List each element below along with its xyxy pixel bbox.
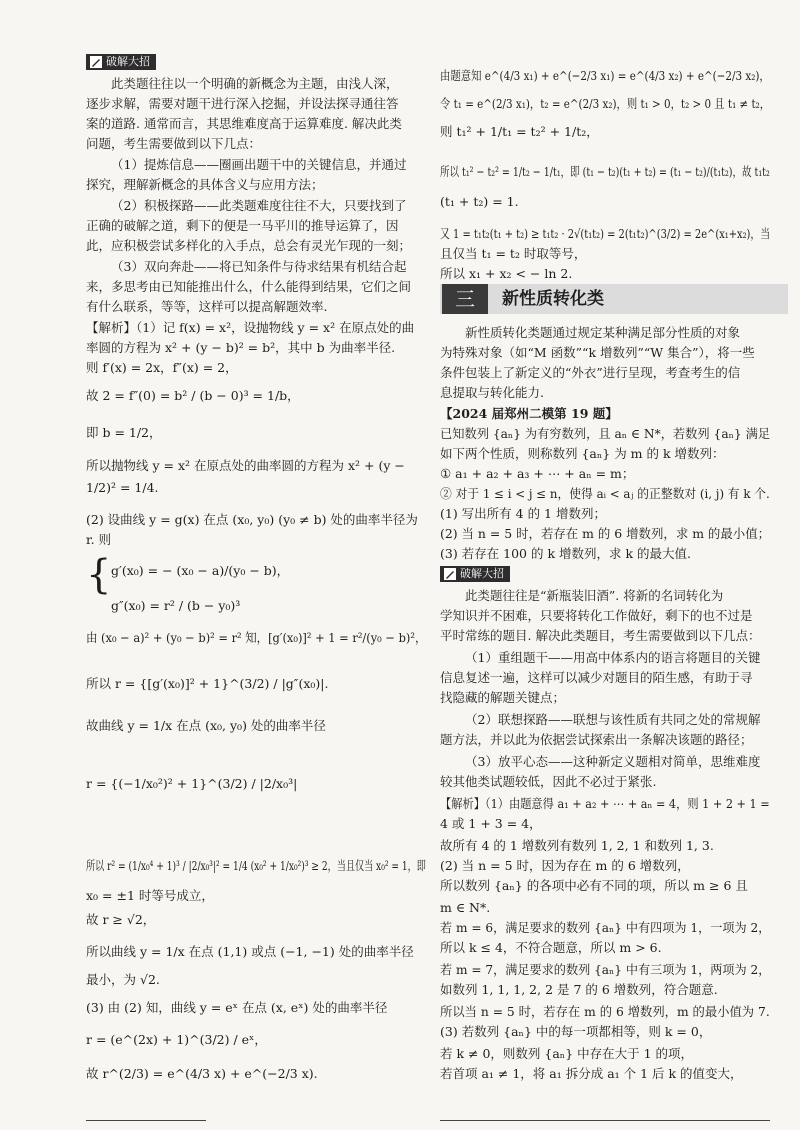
right-text-line: （3）放平心态——这种新定义题相对简单，思维难度 bbox=[465, 754, 761, 769]
tips-tag bbox=[86, 54, 156, 70]
right-text-line: 又 1 = t₁t₂(t₁ + t₂) ≥ t₁t₂ · 2√(t₁t₂) = 2(t₁t₂)^(3/2) = 2e^(x₁+x₂)，当 bbox=[440, 226, 771, 241]
section-title: 新性质转化类 bbox=[502, 289, 604, 309]
right-text-line: 题方法，并以此为依据尝试探索出一条解决该题的路径； bbox=[440, 732, 753, 747]
left-text-line: 此，应积极尝试多样化的入手点，总会有灵光乍现的一刻； bbox=[86, 238, 412, 253]
right-text-line: 学知识并不困难，只要将转化工作做好，剩下的也不过是 bbox=[440, 608, 753, 623]
right-text-line: (2) 当 n = 5 时，因为存在 m 的 6 增数列， bbox=[440, 858, 690, 873]
right-text-line: (1) 写出所有 4 的 1 增数列； bbox=[440, 506, 606, 521]
left-text-line: r = (e^(2x) + 1)^(3/2) / eˣ， bbox=[86, 1032, 267, 1047]
right-text-line: 如数列 1, 1, 1, 2, 2 是 7 的 6 增数列，符合题意. bbox=[440, 982, 718, 997]
right-text-line: 令 t₁ = e^(2/3 x₁)，t₂ = e^(2/3 x₂)，则 t₁ > 0，t₂ > 0 且 t₁ ≠ t₂， bbox=[440, 96, 771, 111]
right-text-line: 故所有 4 的 1 增数列有数列 1, 2, 1 和数列 1, 3. bbox=[440, 838, 714, 853]
right-text-line: ① a₁ + a₂ + a₃ + ⋯ + aₙ = m； bbox=[440, 466, 635, 481]
right-text-line: 【2024 届郑州二模第 19 题】 bbox=[440, 406, 618, 421]
right-text-line: (t₁ + t₂) = 1. bbox=[440, 194, 519, 209]
left-text-line: 所以曲线 y = 1/x 在点 (1,1) 或点 (−1, −1) 处的曲率半径 bbox=[86, 944, 414, 959]
right-text-line: 若 m = 6，满足要求的数列 {aₙ} 中有四项为 1，一项为 2， bbox=[440, 920, 771, 935]
right-text-line: ② 对于 1 ≤ i < j ≤ n，使得 aᵢ < aⱼ 的正整数对 (i, j) 有 k 个. bbox=[440, 486, 770, 501]
left-text-line: 故曲线 y = 1/x 在点 (x₀, y₀) 处的曲率半径 bbox=[86, 718, 326, 733]
left-text-line: g″(x₀) = r² / (b − y₀)³ bbox=[111, 598, 241, 613]
left-text-line: 所以 r² = (1/x₀⁴ + 1)³ / |2/x₀³|² = 1/4 (x₀² + 1/x₀²)³ ≥ 2，当且仅当 x₀² = 1，即 bbox=[86, 858, 426, 873]
left-text-line: 案的道路. 通常而言，其思维难度高于运算难度. 解决此类 bbox=[86, 116, 402, 131]
right-text-line: 由题意知 e^(4/3 x₁) + e^(−2/3 x₁) = e^(4/3 x₂) + e^(−2/3 x₂)， bbox=[440, 68, 770, 83]
left-text-line: 此类题往往以一个明确的新概念为主题，由浅人深， bbox=[111, 76, 399, 91]
left-text-line: 有什么联系，等等，这样可以提高解题效率. bbox=[86, 299, 328, 314]
right-text-line: 如下两个性质，则称数列 {aₙ} 为 m 的 k 增数列： bbox=[440, 446, 725, 461]
left-text-line: x₀ = ±1 时等号成立， bbox=[86, 888, 214, 903]
right-text-line: 【解析】（1）由题意得 a₁ + a₂ + ⋯ + aₙ = 4，则 1 + 2 + 1 = bbox=[440, 796, 770, 811]
left-text-line: (2) 设曲线 y = g(x) 在点 (x₀, y₀) (y₀ ≠ b) 处的曲率半径为 bbox=[86, 512, 418, 527]
right-text-line: 所以当 n = 5 时，若存在 m 的 6 增数列，m 的最小值为 7. bbox=[440, 1004, 770, 1019]
right-text-line: 且仅当 t₁ = t₂ 时取等号， bbox=[440, 246, 587, 261]
equation-brace: { bbox=[86, 552, 112, 598]
right-text-line: 若 k ≠ 0，则数列 {aₙ} 中存在大于 1 的项， bbox=[440, 1046, 694, 1061]
left-text-line: 逐步求解，需要对题干进行深入挖掘，并设法探寻通往答 bbox=[86, 96, 399, 111]
left-text-line: 探究，理解新概念的具体含义与应用方法； bbox=[86, 177, 324, 192]
left-text-line: g′(x₀) = − (x₀ − a)/(y₀ − b)， bbox=[111, 563, 290, 578]
right-text-line: 所以 t₁² − t₂² = 1/t₂ − 1/t₁，即 (t₁ − t₂)(t₁ + t₂) = (t₁ − t₂)/(t₁t₂)，故 t₁t₂ bbox=[440, 164, 770, 179]
footer-rule-left bbox=[86, 1120, 206, 1121]
right-text-line: 信息复述一遍，这样可以减少对题目的陌生感，有助于寻 bbox=[440, 670, 753, 685]
right-text-line: 所以 x₁ + x₂ < − ln 2. bbox=[440, 266, 573, 281]
right-text-line: (3) 若数列 {aₙ} 中的每一项都相等，则 k = 0， bbox=[440, 1024, 712, 1039]
left-text-line: 故 2 = f″(0) = b² / (b − 0)³ = 1/b， bbox=[86, 388, 300, 403]
left-text-line: 即 b = 1/2， bbox=[86, 425, 162, 440]
footer-rule-right bbox=[440, 1120, 770, 1121]
right-text-line: 4 或 1 + 3 = 4， bbox=[440, 816, 542, 831]
right-text-line: 息提取与转化能力. bbox=[440, 385, 544, 400]
right-text-line: 已知数列 {aₙ} 为有穷数列，且 aₙ ∈ N*，若数列 {aₙ} 满足 bbox=[440, 426, 771, 441]
section-number: 三 bbox=[442, 284, 488, 314]
right-text-line: 为特殊对象（如“M 函数”“k 增数列”“W 集合”），将一些 bbox=[440, 345, 755, 360]
left-text-line: 1/2)² = 1/4. bbox=[86, 480, 159, 495]
left-text-line: r = {(−1/x₀²)² + 1}^(3/2) / |2/x₀³| bbox=[86, 776, 298, 791]
right-text-line: (2) 当 n = 5 时，若存在 m 的 6 增数列，求 m 的最小值； bbox=[440, 526, 771, 541]
left-text-line: (3) 由 (2) 知，曲线 y = eˣ 在点 (x, eˣ) 处的曲率半径 bbox=[86, 1000, 388, 1015]
tips-tag-label: 破解大招 bbox=[106, 55, 150, 68]
left-text-line: 最小，为 √2. bbox=[86, 972, 160, 987]
right-text-line: 所以 k ≤ 4，不符合题意，所以 m > 6. bbox=[440, 940, 662, 955]
left-text-line: 则 f′(x) = 2x，f″(x) = 2， bbox=[86, 360, 238, 375]
right-text-line: 平时常练的题目. 解决此类题目，考生需要做到以下几点： bbox=[440, 628, 761, 643]
left-text-line: 由 (x₀ − a)² + (y₀ − b)² = r² 知，[g′(x₀)]² + 1 = r²/(y₀ − b)²， bbox=[86, 630, 427, 645]
right-text-line: 若 m = 7，满足要求的数列 {aₙ} 中有三项为 1，两项为 2， bbox=[440, 962, 771, 977]
left-text-line: 来，多思考由已知能推出什么，什么能得到结果，它们之间 bbox=[86, 279, 412, 294]
left-text-line: 故 r ≥ √2， bbox=[86, 912, 156, 927]
left-text-line: 故 r^(2/3) = e^(4/3 x) + e^(−2/3 x). bbox=[86, 1066, 318, 1081]
right-text-line: 若首项 a₁ ≠ 1，将 a₁ 拆分成 a₁ 个 1 后 k 的值变大， bbox=[440, 1066, 743, 1081]
right-text-line: 条件包装上了新定义的“外衣”进行呈现，考查考生的信 bbox=[440, 365, 741, 380]
left-text-line: 率圆的方程为 x² + (y − b)² = b²，其中 b 为曲率半径. bbox=[86, 340, 396, 355]
section-header bbox=[440, 284, 788, 314]
right-text-line: m ∈ N*. bbox=[440, 900, 491, 915]
tips-tag-2-label: 破解大招 bbox=[460, 567, 504, 580]
right-text-line: 则 t₁² + 1/t₁ = t₂² + 1/t₂， bbox=[440, 124, 599, 139]
left-text-line: （3）双向奔赴——将已知条件与待求结果有机结合起 bbox=[111, 259, 407, 274]
pen-icon bbox=[90, 56, 102, 68]
section-bar bbox=[440, 284, 788, 314]
left-text-line: 所以 r = {[g′(x₀)]² + 1}^(3/2) / |g″(x₀)|. bbox=[86, 676, 329, 691]
right-text-line: 较其他类试题较低，因此不必过于紧张. bbox=[440, 774, 657, 789]
left-text-line: 正确的破解之道，剩下的便是一马平川的推导运算了，因 bbox=[86, 218, 399, 233]
left-text-line: 问题，考生需要做到以下几点： bbox=[86, 136, 262, 151]
tips-tag-2 bbox=[440, 566, 510, 582]
right-text-line: （2）联想探路——联想与该性质有共同之处的常规解 bbox=[465, 712, 761, 727]
right-text-line: （1）重组题干——用高中体系内的语言将题目的关键 bbox=[465, 650, 761, 665]
right-text-line: (3) 若存在 100 的 k 增数列，求 k 的最大值. bbox=[440, 546, 692, 561]
left-text-line: r. 则 bbox=[86, 532, 112, 547]
left-text-line: （1）提炼信息——圈画出题干中的关键信息，并通过 bbox=[111, 157, 407, 172]
left-text-line: （2）积极探路——此类题难度往往不大，只要找到了 bbox=[111, 198, 407, 213]
right-text-line: 找隐藏的解题关键点； bbox=[440, 690, 566, 705]
pen-icon bbox=[444, 568, 456, 580]
right-text-line: 此类题往往是“新瓶装旧酒”. 将新的名词转化为 bbox=[465, 588, 724, 603]
left-text-line: 所以抛物线 y = x² 在原点处的曲率圆的方程为 x² + (y − bbox=[86, 458, 405, 473]
right-text-line: 所以数列 {aₙ} 的各项中必有不同的项，所以 m ≥ 6 且 bbox=[440, 878, 748, 893]
left-text-line: 【解析】（1）记 f(x) = x²，设抛物线 y = x² 在原点处的曲 bbox=[86, 320, 415, 335]
right-text-line: 新性质转化类题通过规定某种满足部分性质的对象 bbox=[465, 325, 741, 340]
